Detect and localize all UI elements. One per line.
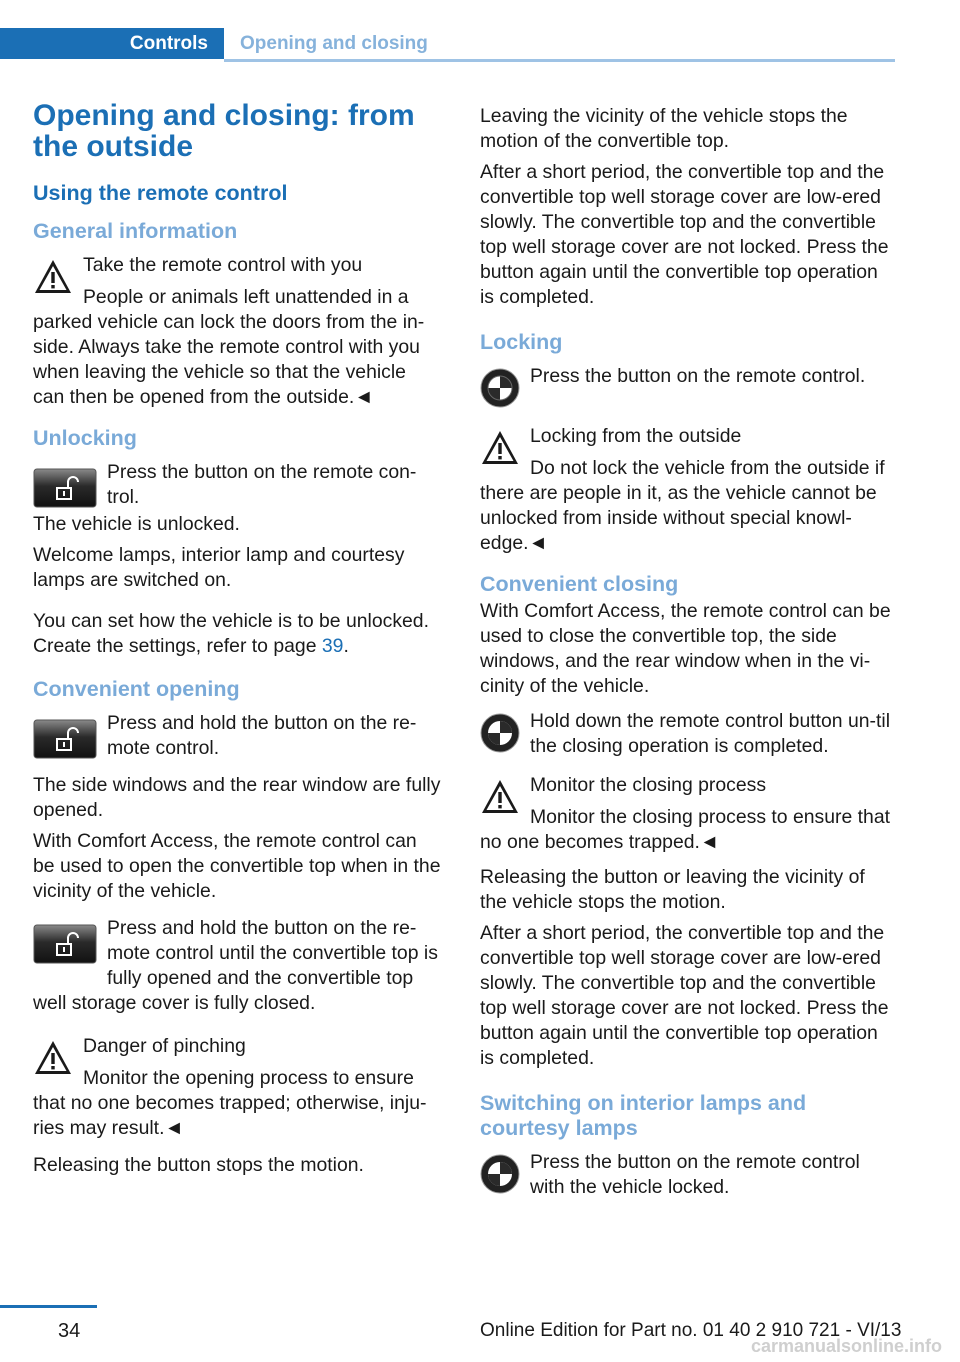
header-divider	[224, 59, 895, 62]
warning-title: Locking from the outside	[530, 425, 742, 447]
convenient-opening-text: Press and hold the button on the re-mote control.	[107, 712, 417, 759]
left-column	[33, 100, 441, 1184]
page-title: Opening and closing: from the outside	[33, 99, 415, 163]
page-number: 34	[58, 1320, 81, 1342]
warning-text: Monitor the opening process to ensure that no one becomes trapped; otherwise, inju-ries may result.◄	[33, 1067, 427, 1139]
leaving-text: Leaving the vicinity of the vehicle stops the motion of the convertible top.	[480, 105, 848, 152]
lamps-text: Press the button on the remote control with the vehicle locked.	[530, 1151, 860, 1198]
locking-text: Press the button on the remote control.	[530, 365, 866, 387]
warning-title: Danger of pinching	[83, 1035, 246, 1057]
locking-block	[480, 364, 895, 410]
hold-down-text: Hold down the remote control button un-til the closing operation is completed.	[530, 710, 891, 757]
unlocking-text: Press the button on the remote con-trol.	[107, 461, 417, 508]
releasing-text: Releasing the button or leaving the vicinity of the vehicle stops the motion.	[480, 866, 865, 913]
bmw-logo-button-icon	[480, 713, 520, 753]
settings-text: You can set how the vehicle is to be unlocked. Create the settings, refer to page 39.	[33, 610, 429, 657]
warning-text: Do not lock the vehicle from the outside if there are people in it, as the vehicle cannot be unlocked from inside without special knowl-edge.◄	[480, 457, 885, 554]
convenient-opening-heading: Convenient opening	[33, 677, 240, 701]
page-header	[0, 0, 895, 62]
header-section-tab[interactable]: Controls	[0, 28, 224, 59]
warning-title: Take the remote control with you	[83, 254, 363, 276]
warning-icon	[480, 777, 520, 817]
hold-block	[33, 916, 441, 1016]
warning-closing	[480, 773, 895, 855]
page-link[interactable]: 39	[321, 635, 344, 657]
warning-title: Monitor the closing process	[530, 774, 767, 796]
unlocked-text: The vehicle is unlocked.	[33, 513, 240, 535]
lamps-block	[480, 1150, 895, 1200]
lamps-heading: Switching on interior lamps and courtesy lamps	[480, 1091, 807, 1140]
warning-icon	[33, 1038, 73, 1078]
after-text: After a short period, the convertible top and the convertible top well storage cover are low-ered slowly. The convertible top and the convertible top well storage cover are not locked. Press the button again until the convertible top operation is completed.	[480, 161, 889, 308]
locking-heading: Locking	[480, 330, 563, 354]
edition-text: Online Edition for Part no. 01 40 2 910 721 - VI/13	[480, 1320, 902, 1341]
convenient-opening-block	[33, 711, 441, 763]
hold-down-block	[480, 709, 895, 759]
warning-text: People or animals left unattended in a parked vehicle can lock the doors from the in-side. Always take the remote control with you when leaving the vehicle so that the vehicle can then be opened from the outside.◄	[33, 286, 425, 408]
right-column	[480, 104, 895, 1200]
unlock-button-icon	[33, 717, 97, 761]
release-text: Releasing the button stops the motion.	[33, 1154, 364, 1176]
header-subsection-tab[interactable]: Opening and closing	[240, 33, 428, 54]
windows-text: The side windows and the rear window are fully opened.	[33, 774, 441, 821]
warning-locking	[480, 424, 895, 556]
bmw-logo-button-icon	[480, 368, 520, 408]
convenient-closing-heading: Convenient closing	[480, 572, 679, 596]
warning-pinching	[33, 1034, 441, 1141]
lamps-text: Welcome lamps, interior lamp and courtesy lamps are switched on.	[33, 544, 405, 591]
remote-control-heading: Using the remote control	[33, 181, 288, 205]
unlocking-heading: Unlocking	[33, 426, 137, 450]
warning-icon	[33, 257, 73, 297]
warning-text: Monitor the closing process to ensure that no one becomes trapped.◄	[480, 806, 890, 853]
comfort-text: With Comfort Access, the remote control can be used to open the convertible top when in the vicinity of the vehicle.	[33, 830, 441, 902]
warning-take-remote	[33, 253, 441, 410]
general-info-heading: General information	[33, 219, 238, 243]
unlock-button-icon	[33, 466, 97, 510]
bmw-logo-button-icon	[480, 1154, 520, 1194]
footer-divider	[0, 1305, 97, 1308]
unlock-button-icon	[33, 922, 97, 966]
convenient-closing-text: With Comfort Access, the remote control can be used to close the convertible top, the side windows, and the rear window when in the vi-cinity of the vehicle.	[480, 600, 891, 697]
warning-icon	[480, 428, 520, 468]
hold-text: Press and hold the button on the re-mote control until the convertible top is fully opened and the convertible top well storage cover is fully closed.	[33, 917, 438, 1014]
after-text-2: After a short period, the convertible top and the convertible top well storage cover are low-ered slowly. The convertible top and the convertible top well storage cover are not locked. Press the button again until the convertible top operation is completed.	[480, 922, 889, 1069]
unlocking-block	[33, 460, 441, 512]
watermark: carmanualsonline.info	[750, 1336, 942, 1356]
